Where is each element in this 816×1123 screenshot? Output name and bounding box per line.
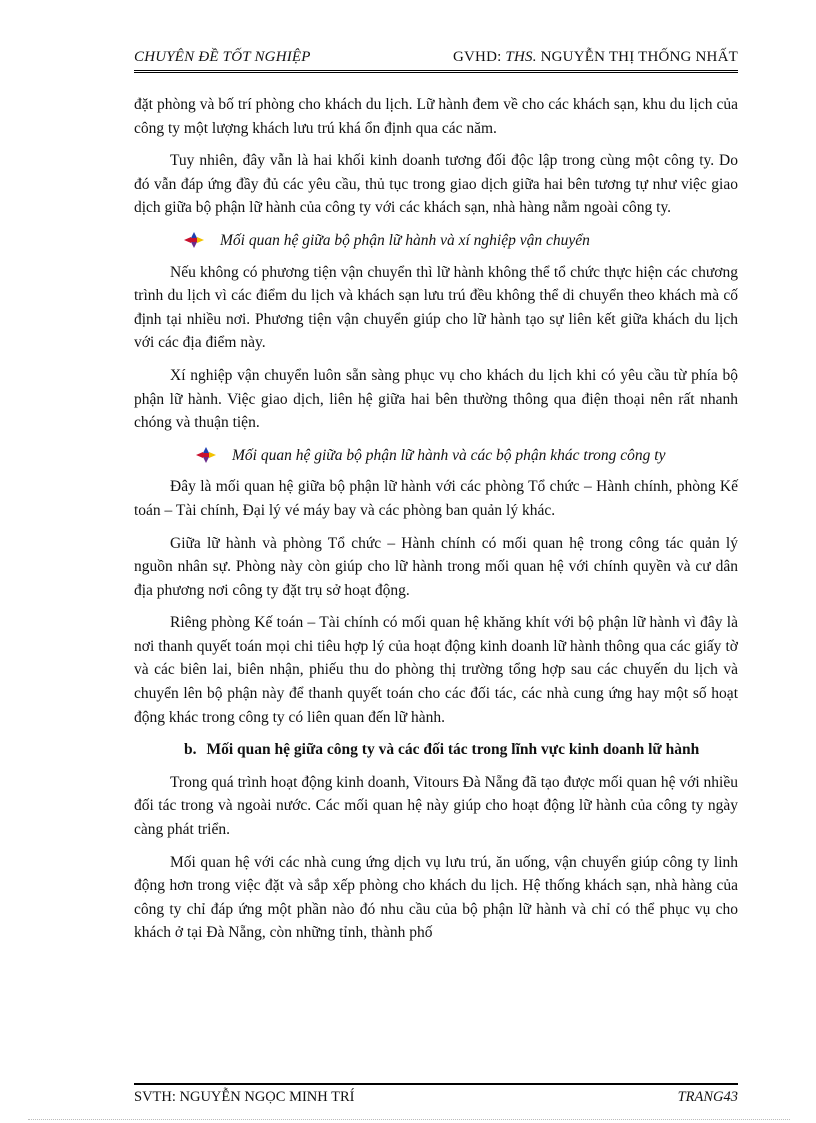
paragraph: Trong quá trình hoạt động kinh doanh, Vitours Đà Nẵng đã tạo được mối quan hệ với nhiều đối tác trong và ngoài nước. Các mối quan hệ này giúp cho hoạt động lữ hành của công ty ngày càng phát triển. — [134, 773, 738, 839]
footer-rule — [134, 1083, 738, 1085]
document-body — [134, 93, 738, 954]
paragraph: Đây là mối quan hệ giữa bộ phận lữ hành với các phòng Tổ chức – Hành chính, phòng Kế toán – Tài chính, Đại lý vé máy bay và các phòng ban quản lý khác. — [134, 478, 738, 519]
diamond-arrow-bullet-icon — [184, 232, 204, 248]
header-gvhd-label: GVHD: — [452, 49, 502, 65]
header-rule — [134, 70, 738, 73]
diamond-arrow-bullet-icon — [196, 447, 216, 463]
section-letter: b. — [184, 741, 197, 759]
paragraph: Nếu không có phương tiện vận chuyển thì lữ hành không thể tổ chức thực hiện các chương trình du lịch vì các điểm du lịch và khách sạn lưu trú đều không thể di chuyển theo khách mà cố định tại nhiều nơi. Phương tiện vận chuyển giúp cho lữ hành tạo sự liên kết giữa khách du lịch với các địa điểm này. — [134, 263, 738, 352]
section-heading-b — [134, 738, 738, 762]
paragraph: Xí nghiệp vận chuyển luôn sẵn sàng phục vụ cho khách du lịch khi có yêu cầu từ phía bộ phận lữ hành. Việc giao dịch, liên hệ giữa hai bên thường thông qua điện thoại nên rất nhanh chóng và thuận tiện. — [134, 366, 738, 432]
subheading-transport — [134, 229, 738, 253]
section-heading-text: Mối quan hệ giữa công ty và các đối tác trong lĩnh vực kinh doanh lữ hành — [206, 741, 700, 759]
footer-student: SVTH: NGUYỄN NGỌC MINH TRÍ — [134, 1089, 355, 1105]
paragraph: Tuy nhiên, đây vẫn là hai khối kinh doanh tương đối độc lập trong cùng một công ty. Do đó vẫn đáp ứng đầy đủ các yêu cầu, thủ tục trong giao dịch giữa hai bên tương tự như việc giao dịch giữa bộ phận lữ hành của công ty với các khách sạn, nhà hàng nằm ngoài công ty. — [134, 152, 738, 217]
paragraph: đặt phòng và bố trí phòng cho khách du lịch. Lữ hành đem về cho các khách sạn, khu du lịch của công ty một lượng khách lưu trú khá ổn định qua các năm. — [134, 96, 738, 137]
header-advisor-name: NGUYỄN THỊ THỐNG NHẤT — [540, 49, 738, 65]
subheading-text: Mối quan hệ giữa bộ phận lữ hành và xí nghiệp vận chuyển — [220, 231, 590, 249]
header-thesis-label: CHUYÊN ĐỀ TỐT NGHIỆP — [134, 49, 311, 65]
header-advisor-title: THS. — [505, 49, 537, 65]
paragraph: Riêng phòng Kế toán – Tài chính có mối quan hệ khăng khít với bộ phận lữ hành vì đây là nơi thanh quyết toán mọi chi tiêu hợp lý của hoạt động kinh doanh lữ hành thông qua các giấy tờ và các biên lai, biên nhận, phiếu thu do phòng thị trường tổng hợp sau các chuyến du lịch và chuyển lên bộ phận này để thanh quyết toán cho các đối tác, các nhà cung ứng hay một số hoạt động khác trong công ty có liên quan đến lữ hành. — [134, 614, 738, 726]
page-number: TRANG43 — [677, 1089, 738, 1105]
subheading-other-departments — [134, 444, 738, 468]
page-break-line — [28, 1119, 790, 1120]
paragraph: Giữa lữ hành và phòng Tổ chức – Hành chính có mối quan hệ trong công tác quản lý nguồn nhân sự. Phòng này còn giúp cho lữ hành trong mối quan hệ với chính quyền và cư dân địa phương nơi công ty đặt trụ sở hoạt động. — [134, 534, 738, 599]
paragraph: Mối quan hệ với các nhà cung ứng dịch vụ lưu trú, ăn uống, vận chuyển giúp công ty linh động hơn trong việc đặt và sắp xếp phòng cho khách du lịch. Hệ thống khách sạn, nhà hàng của công ty chỉ đáp ứng một phần nào đó nhu cầu của bộ phận lữ hành và chỉ có thể phục vụ cho khách ở tại Đà Nẵng, còn những tỉnh, thành phố — [134, 853, 738, 942]
header-advisor — [453, 49, 738, 66]
subheading-text: Mối quan hệ giữa bộ phận lữ hành và các bộ phận khác trong công ty — [232, 446, 666, 464]
